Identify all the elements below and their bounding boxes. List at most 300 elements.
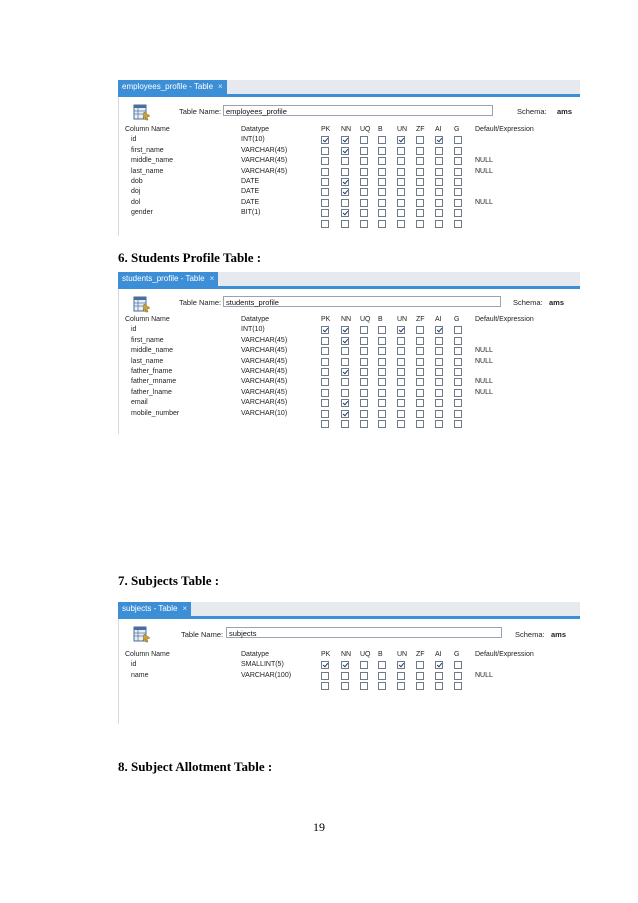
flag-checkbox-pk[interactable] xyxy=(321,420,329,428)
datatype-cell[interactable]: DATE xyxy=(241,178,260,185)
column-name-cell[interactable]: doj xyxy=(131,188,141,196)
flag-checkbox-g[interactable] xyxy=(454,157,462,165)
flag-checkbox-b[interactable] xyxy=(378,199,386,207)
flag-checkbox-zf[interactable] xyxy=(416,209,424,217)
flag-checkbox-ai[interactable] xyxy=(435,220,443,228)
flag-checkbox-b[interactable] xyxy=(378,378,386,386)
flag-checkbox-b[interactable] xyxy=(378,399,386,407)
datatype-cell[interactable]: VARCHAR(45) xyxy=(241,146,288,154)
datatype-cell[interactable]: DATE xyxy=(241,198,260,206)
column-name-cell[interactable]: id xyxy=(131,326,137,334)
column-header[interactable]: B xyxy=(378,126,383,133)
flag-checkbox-un[interactable] xyxy=(397,661,405,669)
flag-checkbox-ai[interactable] xyxy=(435,672,443,680)
datatype-cell[interactable]: VARCHAR(45) xyxy=(241,347,288,355)
datatype-cell[interactable]: VARCHAR(45) xyxy=(241,167,288,175)
column-row[interactable] xyxy=(123,398,580,408)
column-row[interactable] xyxy=(123,367,580,377)
column-header[interactable]: PK xyxy=(321,316,331,323)
column-name-cell[interactable]: dob xyxy=(131,178,143,185)
table-name-input[interactable]: employees_profile xyxy=(223,105,493,116)
flag-checkbox-g[interactable] xyxy=(454,326,462,334)
flag-checkbox-ai[interactable] xyxy=(435,368,443,376)
flag-checkbox-uq[interactable] xyxy=(360,199,368,207)
column-name-cell[interactable]: id xyxy=(131,661,137,669)
flag-checkbox-un[interactable] xyxy=(397,209,405,217)
table-name-input[interactable]: students_profile xyxy=(223,296,501,307)
flag-checkbox-zf[interactable] xyxy=(416,147,424,155)
column-header[interactable]: Default/Expression xyxy=(475,316,534,323)
flag-checkbox-ai[interactable] xyxy=(435,209,443,217)
flag-checkbox-b[interactable] xyxy=(378,661,386,669)
column-row[interactable] xyxy=(123,357,580,367)
editor-tab[interactable] xyxy=(118,602,191,616)
flag-checkbox-uq[interactable] xyxy=(360,337,368,345)
flag-checkbox-un[interactable] xyxy=(397,157,405,165)
flag-checkbox-uq[interactable] xyxy=(360,147,368,155)
flag-checkbox-b[interactable] xyxy=(378,168,386,176)
column-header[interactable]: Datatype xyxy=(241,126,270,133)
flag-checkbox-uq[interactable] xyxy=(360,358,368,366)
flag-checkbox-uq[interactable] xyxy=(360,220,368,228)
flag-checkbox-pk[interactable] xyxy=(321,378,329,386)
flag-checkbox-g[interactable] xyxy=(454,209,462,217)
flag-checkbox-un[interactable] xyxy=(397,368,405,376)
column-name-cell[interactable]: email xyxy=(131,399,148,407)
editor-body xyxy=(118,97,580,236)
column-header[interactable]: ZF xyxy=(416,651,425,658)
flag-checkbox-nn[interactable] xyxy=(341,661,349,669)
section-heading: 8. Subject Allotment Table : xyxy=(118,759,273,774)
column-name-cell[interactable]: dol xyxy=(131,198,141,206)
flag-checkbox-nn[interactable] xyxy=(341,326,349,334)
flag-checkbox-uq[interactable] xyxy=(360,389,368,397)
flag-checkbox-ai[interactable] xyxy=(435,661,443,669)
flag-checkbox-ai[interactable] xyxy=(435,157,443,165)
column-header[interactable]: Column Name xyxy=(125,651,170,658)
flag-checkbox-nn[interactable] xyxy=(341,368,349,376)
flag-checkbox-nn[interactable] xyxy=(341,378,349,386)
close-icon[interactable]: × xyxy=(209,274,215,283)
flag-checkbox-zf[interactable] xyxy=(416,220,424,228)
column-header[interactable]: B xyxy=(378,316,383,323)
flag-checkbox-nn[interactable] xyxy=(341,672,349,680)
flag-checkbox-zf[interactable] xyxy=(416,168,424,176)
flag-checkbox-b[interactable] xyxy=(378,672,386,680)
flag-checkbox-b[interactable] xyxy=(378,326,386,334)
flag-checkbox-zf[interactable] xyxy=(416,399,424,407)
datatype-cell[interactable]: VARCHAR(45) xyxy=(241,357,288,365)
flag-checkbox-ai[interactable] xyxy=(435,682,443,690)
flag-checkbox-pk[interactable] xyxy=(321,399,329,407)
flag-checkbox-pk[interactable] xyxy=(321,368,329,376)
flag-checkbox-b[interactable] xyxy=(378,410,386,418)
flag-checkbox-nn[interactable] xyxy=(341,220,349,228)
column-name-cell[interactable]: last_name xyxy=(131,357,164,365)
flag-checkbox-b[interactable] xyxy=(378,347,386,355)
close-icon[interactable]: × xyxy=(182,604,188,613)
column-header[interactable]: G xyxy=(454,316,460,323)
flag-checkbox-ai[interactable] xyxy=(435,389,443,397)
section-heading: 6. Students Profile Table : xyxy=(118,250,262,265)
datatype-cell[interactable]: VARCHAR(10) xyxy=(241,409,288,417)
flag-checkbox-nn[interactable] xyxy=(341,358,349,366)
flag-checkbox-uq[interactable] xyxy=(360,682,368,690)
flag-checkbox-uq[interactable] xyxy=(360,347,368,355)
column-header[interactable]: UQ xyxy=(360,126,371,133)
flag-checkbox-zf[interactable] xyxy=(416,347,424,355)
flag-checkbox-zf[interactable] xyxy=(416,157,424,165)
flag-checkbox-uq[interactable] xyxy=(360,378,368,386)
table-name-input[interactable]: subjects xyxy=(226,627,502,638)
flag-checkbox-uq[interactable] xyxy=(360,420,368,428)
flag-checkbox-ai[interactable] xyxy=(435,188,443,196)
column-row[interactable] xyxy=(123,388,580,398)
flag-checkbox-b[interactable] xyxy=(378,209,386,217)
flag-checkbox-ai[interactable] xyxy=(435,326,443,334)
table-name-label: Table Name: xyxy=(181,630,224,639)
column-header[interactable]: UQ xyxy=(360,651,371,658)
flag-checkbox-uq[interactable] xyxy=(360,157,368,165)
table-icon xyxy=(133,295,151,313)
column-header[interactable]: B xyxy=(378,651,383,658)
flag-checkbox-zf[interactable] xyxy=(416,136,424,144)
column-header[interactable]: Datatype xyxy=(241,316,270,323)
flag-checkbox-b[interactable] xyxy=(378,389,386,397)
flag-checkbox-un[interactable] xyxy=(397,147,405,155)
column-name-cell[interactable]: id xyxy=(131,136,137,144)
flag-checkbox-pk[interactable] xyxy=(321,188,329,196)
column-row[interactable] xyxy=(123,177,580,187)
flag-checkbox-g[interactable] xyxy=(454,410,462,418)
flag-checkbox-un[interactable] xyxy=(397,378,405,386)
column-name-cell[interactable]: mobile_number xyxy=(131,409,180,417)
datatype-cell[interactable]: VARCHAR(45) xyxy=(241,399,288,407)
flag-checkbox-un[interactable] xyxy=(397,199,405,207)
flag-checkbox-g[interactable] xyxy=(454,661,462,669)
flag-checkbox-ai[interactable] xyxy=(435,358,443,366)
column-row[interactable] xyxy=(123,419,580,429)
column-header[interactable]: Column Name xyxy=(125,126,170,133)
flag-checkbox-ai[interactable] xyxy=(435,420,443,428)
flag-checkbox-uq[interactable] xyxy=(360,178,368,186)
flag-checkbox-g[interactable] xyxy=(454,347,462,355)
tab-bar xyxy=(118,272,580,286)
flag-checkbox-pk[interactable] xyxy=(321,347,329,355)
flag-checkbox-zf[interactable] xyxy=(416,682,424,690)
column-row[interactable] xyxy=(123,681,580,691)
default-expression-cell[interactable]: NULL xyxy=(475,357,493,365)
flag-checkbox-un[interactable] xyxy=(397,358,405,366)
flag-checkbox-pk[interactable] xyxy=(321,168,329,176)
datatype-cell[interactable]: INT(10) xyxy=(241,326,265,334)
datatype-cell[interactable]: VARCHAR(45) xyxy=(241,378,288,386)
flag-checkbox-un[interactable] xyxy=(397,410,405,418)
flag-checkbox-zf[interactable] xyxy=(416,178,424,186)
flag-checkbox-b[interactable] xyxy=(378,682,386,690)
datatype-cell[interactable]: VARCHAR(45) xyxy=(241,388,288,396)
column-row[interactable] xyxy=(123,377,580,387)
flag-checkbox-un[interactable] xyxy=(397,389,405,397)
column-name-cell[interactable]: middle_name xyxy=(131,347,174,355)
datatype-cell[interactable]: INT(10) xyxy=(241,136,265,144)
column-header[interactable]: AI xyxy=(435,316,442,323)
flag-checkbox-nn[interactable] xyxy=(341,147,349,155)
column-header[interactable]: G xyxy=(454,651,460,658)
column-name-cell[interactable]: father_mname xyxy=(131,378,177,386)
default-expression-cell[interactable]: NULL xyxy=(475,198,493,206)
default-expression-cell[interactable]: NULL xyxy=(475,378,493,386)
flag-checkbox-g[interactable] xyxy=(454,378,462,386)
schema-value: ams xyxy=(557,107,573,116)
datatype-cell[interactable]: DATE xyxy=(241,188,260,196)
flag-checkbox-g[interactable] xyxy=(454,682,462,690)
column-row[interactable] xyxy=(123,208,580,218)
flag-checkbox-ai[interactable] xyxy=(435,337,443,345)
flag-checkbox-nn[interactable] xyxy=(341,410,349,418)
section-heading: 7. Subjects Table : xyxy=(118,573,220,588)
flag-checkbox-zf[interactable] xyxy=(416,199,424,207)
flag-checkbox-g[interactable] xyxy=(454,337,462,345)
column-header[interactable]: NN xyxy=(341,651,352,658)
column-header[interactable]: AI xyxy=(435,651,442,658)
flag-checkbox-ai[interactable] xyxy=(435,147,443,155)
flag-checkbox-ai[interactable] xyxy=(435,347,443,355)
flag-checkbox-g[interactable] xyxy=(454,358,462,366)
editor-body xyxy=(118,289,580,434)
datatype-cell[interactable]: VARCHAR(45) xyxy=(241,157,288,165)
flag-checkbox-g[interactable] xyxy=(454,147,462,155)
column-header[interactable]: PK xyxy=(321,651,331,658)
default-expression-cell[interactable]: NULL xyxy=(475,347,493,355)
flag-checkbox-nn[interactable] xyxy=(341,136,349,144)
flag-checkbox-pk[interactable] xyxy=(321,682,329,690)
column-row[interactable] xyxy=(123,167,580,177)
flag-checkbox-g[interactable] xyxy=(454,389,462,397)
column-header[interactable]: UN xyxy=(397,651,408,658)
flag-checkbox-zf[interactable] xyxy=(416,337,424,345)
flag-checkbox-ai[interactable] xyxy=(435,168,443,176)
flag-checkbox-nn[interactable] xyxy=(341,157,349,165)
datatype-cell[interactable]: BIT(1) xyxy=(241,209,261,217)
flag-checkbox-b[interactable] xyxy=(378,337,386,345)
flag-checkbox-b[interactable] xyxy=(378,220,386,228)
flag-checkbox-uq[interactable] xyxy=(360,188,368,196)
flag-checkbox-uq[interactable] xyxy=(360,209,368,217)
flag-checkbox-un[interactable] xyxy=(397,682,405,690)
default-expression-cell[interactable]: NULL xyxy=(475,157,493,165)
flag-checkbox-uq[interactable] xyxy=(360,326,368,334)
column-header[interactable]: ZF xyxy=(416,316,425,323)
flag-checkbox-nn[interactable] xyxy=(341,199,349,207)
flag-checkbox-un[interactable] xyxy=(397,188,405,196)
flag-checkbox-ai[interactable] xyxy=(435,378,443,386)
flag-checkbox-nn[interactable] xyxy=(341,188,349,196)
column-header[interactable]: NN xyxy=(341,316,352,323)
column-row[interactable] xyxy=(123,409,580,419)
flag-checkbox-g[interactable] xyxy=(454,136,462,144)
flag-checkbox-b[interactable] xyxy=(378,136,386,144)
flag-checkbox-pk[interactable] xyxy=(321,410,329,418)
flag-checkbox-nn[interactable] xyxy=(341,178,349,186)
flag-checkbox-b[interactable] xyxy=(378,178,386,186)
flag-checkbox-uq[interactable] xyxy=(360,399,368,407)
flag-checkbox-nn[interactable] xyxy=(341,337,349,345)
editor-tab[interactable] xyxy=(118,80,227,94)
column-row[interactable] xyxy=(123,198,580,208)
flag-checkbox-uq[interactable] xyxy=(360,136,368,144)
column-header[interactable]: G xyxy=(454,126,460,133)
flag-checkbox-pk[interactable] xyxy=(321,358,329,366)
editor-tab[interactable] xyxy=(118,272,218,286)
column-header[interactable]: UQ xyxy=(360,316,371,323)
flag-checkbox-un[interactable] xyxy=(397,178,405,186)
flag-checkbox-un[interactable] xyxy=(397,420,405,428)
column-header[interactable]: Default/Expression xyxy=(475,651,534,658)
flag-checkbox-pk[interactable] xyxy=(321,157,329,165)
column-name-cell[interactable]: father_lname xyxy=(131,388,172,396)
flag-checkbox-uq[interactable] xyxy=(360,168,368,176)
flag-checkbox-zf[interactable] xyxy=(416,358,424,366)
flag-checkbox-ai[interactable] xyxy=(435,178,443,186)
flag-checkbox-nn[interactable] xyxy=(341,347,349,355)
column-name-cell[interactable]: last_name xyxy=(131,167,164,175)
schema-label: Schema: xyxy=(515,630,545,639)
flag-checkbox-pk[interactable] xyxy=(321,661,329,669)
column-name-cell[interactable]: name xyxy=(131,671,149,679)
column-name-cell[interactable]: gender xyxy=(131,209,153,217)
flag-checkbox-nn[interactable] xyxy=(341,399,349,407)
column-header[interactable]: UN xyxy=(397,126,408,133)
flag-checkbox-zf[interactable] xyxy=(416,368,424,376)
flag-checkbox-zf[interactable] xyxy=(416,420,424,428)
flag-checkbox-un[interactable] xyxy=(397,220,405,228)
flag-checkbox-g[interactable] xyxy=(454,178,462,186)
column-header[interactable]: ZF xyxy=(416,126,425,133)
flag-checkbox-pk[interactable] xyxy=(321,178,329,186)
flag-checkbox-zf[interactable] xyxy=(416,326,424,334)
flag-checkbox-g[interactable] xyxy=(454,199,462,207)
flag-checkbox-b[interactable] xyxy=(378,147,386,155)
flag-checkbox-b[interactable] xyxy=(378,368,386,376)
flag-checkbox-g[interactable] xyxy=(454,220,462,228)
flag-checkbox-pk[interactable] xyxy=(321,326,329,334)
column-header[interactable]: Datatype xyxy=(241,651,270,658)
flag-checkbox-b[interactable] xyxy=(378,358,386,366)
flag-checkbox-nn[interactable] xyxy=(341,420,349,428)
flag-checkbox-nn[interactable] xyxy=(341,682,349,690)
column-row[interactable] xyxy=(123,325,580,335)
column-header[interactable]: PK xyxy=(321,126,331,133)
column-row[interactable] xyxy=(123,187,580,197)
flag-checkbox-zf[interactable] xyxy=(416,410,424,418)
flag-checkbox-ai[interactable] xyxy=(435,399,443,407)
flag-checkbox-b[interactable] xyxy=(378,420,386,428)
flag-checkbox-b[interactable] xyxy=(378,188,386,196)
column-row[interactable] xyxy=(123,146,580,156)
flag-checkbox-un[interactable] xyxy=(397,672,405,680)
flag-checkbox-zf[interactable] xyxy=(416,661,424,669)
flag-checkbox-zf[interactable] xyxy=(416,672,424,680)
flag-checkbox-g[interactable] xyxy=(454,168,462,176)
datatype-cell[interactable]: SMALLINT(5) xyxy=(241,661,284,669)
flag-checkbox-un[interactable] xyxy=(397,326,405,334)
flag-checkbox-zf[interactable] xyxy=(416,378,424,386)
flag-checkbox-un[interactable] xyxy=(397,347,405,355)
flag-checkbox-g[interactable] xyxy=(454,399,462,407)
flag-checkbox-ai[interactable] xyxy=(435,410,443,418)
flag-checkbox-g[interactable] xyxy=(454,188,462,196)
column-row[interactable] xyxy=(123,660,580,670)
flag-checkbox-un[interactable] xyxy=(397,136,405,144)
flag-checkbox-pk[interactable] xyxy=(321,672,329,680)
flag-checkbox-uq[interactable] xyxy=(360,410,368,418)
flag-checkbox-pk[interactable] xyxy=(321,389,329,397)
flag-checkbox-nn[interactable] xyxy=(341,209,349,217)
column-row[interactable] xyxy=(123,219,580,229)
flag-checkbox-g[interactable] xyxy=(454,672,462,680)
column-header[interactable]: NN xyxy=(341,126,352,133)
column-row[interactable] xyxy=(123,336,580,346)
datatype-cell[interactable]: VARCHAR(45) xyxy=(241,368,288,375)
flag-checkbox-un[interactable] xyxy=(397,399,405,407)
column-row[interactable] xyxy=(123,156,580,166)
flag-checkbox-ai[interactable] xyxy=(435,199,443,207)
column-row[interactable] xyxy=(123,135,580,145)
flag-checkbox-pk[interactable] xyxy=(321,199,329,207)
column-header[interactable]: Default/Expression xyxy=(475,126,534,133)
default-expression-cell[interactable]: NULL xyxy=(475,388,493,396)
flag-checkbox-uq[interactable] xyxy=(360,368,368,376)
column-name-cell[interactable]: first_name xyxy=(131,146,164,154)
flag-checkbox-un[interactable] xyxy=(397,168,405,176)
flag-checkbox-zf[interactable] xyxy=(416,389,424,397)
tab-bar xyxy=(118,80,580,94)
datatype-cell[interactable]: VARCHAR(100) xyxy=(241,671,292,679)
close-icon[interactable]: × xyxy=(218,82,223,91)
flag-checkbox-uq[interactable] xyxy=(360,672,368,680)
grid-header xyxy=(123,315,580,325)
table-icon xyxy=(133,625,151,643)
flag-checkbox-pk[interactable] xyxy=(321,136,329,144)
flag-checkbox-b[interactable] xyxy=(378,157,386,165)
flag-checkbox-pk[interactable] xyxy=(321,209,329,217)
datatype-cell[interactable]: VARCHAR(45) xyxy=(241,336,288,344)
column-header[interactable]: AI xyxy=(435,126,442,133)
flag-checkbox-pk[interactable] xyxy=(321,337,329,345)
flag-checkbox-g[interactable] xyxy=(454,420,462,428)
default-expression-cell[interactable]: NULL xyxy=(475,671,493,679)
column-row[interactable] xyxy=(123,671,580,681)
flag-checkbox-g[interactable] xyxy=(454,368,462,376)
flag-checkbox-nn[interactable] xyxy=(341,168,349,176)
flag-checkbox-pk[interactable] xyxy=(321,147,329,155)
flag-checkbox-nn[interactable] xyxy=(341,389,349,397)
column-name-cell[interactable]: first_name xyxy=(131,336,164,344)
column-row[interactable] xyxy=(123,346,580,356)
column-name-cell[interactable]: middle_name xyxy=(131,157,174,165)
flag-checkbox-zf[interactable] xyxy=(416,188,424,196)
column-name-cell[interactable]: father_fname xyxy=(131,368,173,375)
flag-checkbox-un[interactable] xyxy=(397,337,405,345)
flag-checkbox-ai[interactable] xyxy=(435,136,443,144)
table-editor-panel xyxy=(118,80,580,236)
column-header[interactable]: Column Name xyxy=(125,316,170,323)
column-header[interactable]: UN xyxy=(397,316,408,323)
flag-checkbox-pk[interactable] xyxy=(321,220,329,228)
default-expression-cell[interactable]: NULL xyxy=(475,167,493,175)
flag-checkbox-uq[interactable] xyxy=(360,661,368,669)
